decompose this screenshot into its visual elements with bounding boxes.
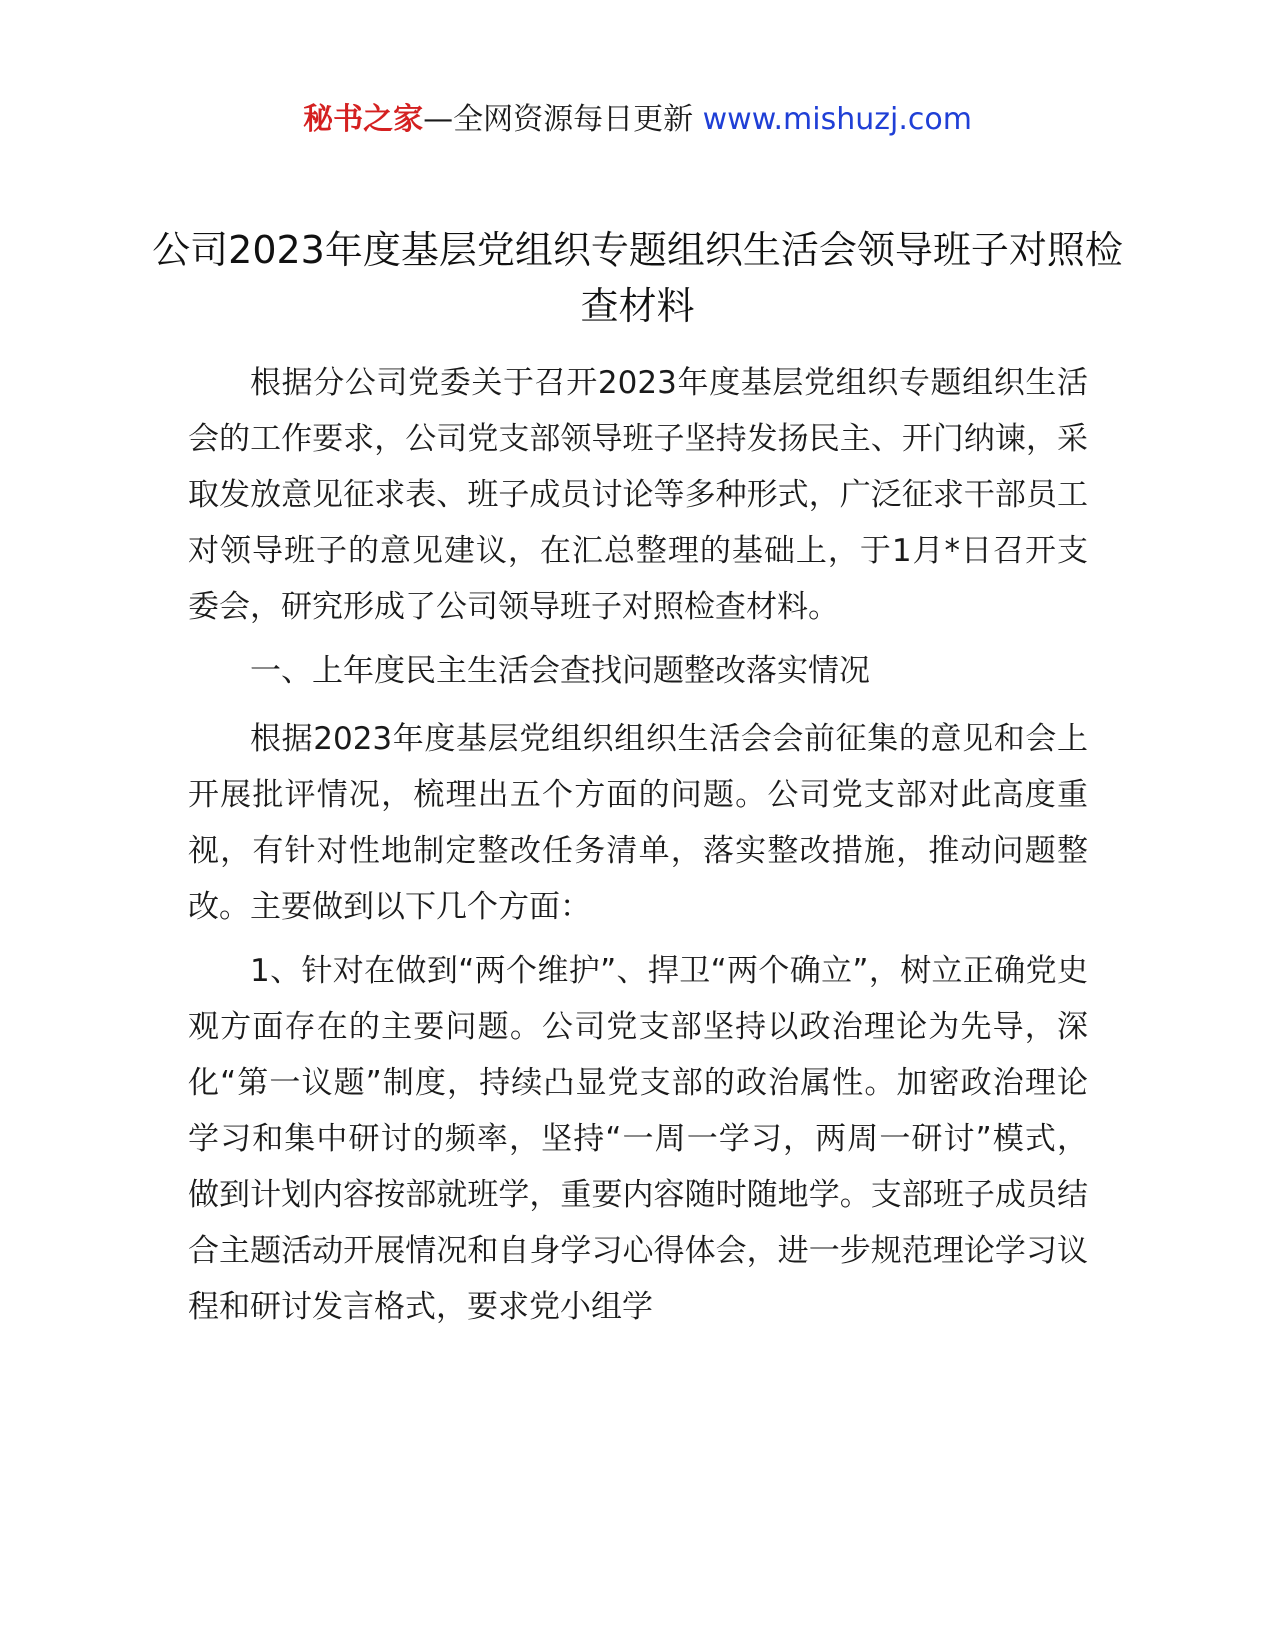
site-url-link[interactable]: www.mishuzj.com <box>702 102 972 137</box>
header-tagline: —全网资源每日更新 <box>423 102 694 137</box>
site-header <box>0 98 1275 142</box>
document-title: 公司2023年度基层党组织专题组织生活会领导班子对照检查材料 <box>152 228 1123 328</box>
brand-name: 秘书之家 <box>303 102 424 137</box>
intro-paragraph: 根据分公司党委关于召开2023年度基层党组织专题组织生活会的工作要求，公司党支部领导班子坚持发扬民主、开门纳谏，采取发放意见征求表、班子成员讨论等多种形式，广泛征求干部员工对领导班子的意见建议，在汇总整理的基础上，于1月*日召开支委会，研究形成了公司领导班子对照检查材料。 <box>188 365 1088 625</box>
section-heading: 一、上年度民主生活会查找问题整改落实情况 <box>250 653 870 689</box>
body-paragraph: 根据2023年度基层党组织组织生活会会前征集的意见和会上开展批评情况，梳理出五个方面的问题。公司党支部对此高度重视，有针对性地制定整改任务清单，落实整改措施，推动问题整改。主要做到以下几个方面： <box>188 721 1088 925</box>
document-body <box>188 355 1088 1343</box>
body-paragraph: 1、针对在做到“两个维护”、捍卫“两个确立”，树立正确党史观方面存在的主要问题。公司党支部坚持以政治理论为先导，深化“第一议题”制度，持续凸显党支部的政治属性。加密政治理论学习和集中研讨的频率，坚持“一周一学习，两周一研讨”模式，做到计划内容按部就班学，重要内容随时随地学。支部班子成员结合主题活动开展情况和自身学习心得体会，进一步规范理论学习议程和研讨发言格式，要求党小组学 <box>188 953 1088 1325</box>
